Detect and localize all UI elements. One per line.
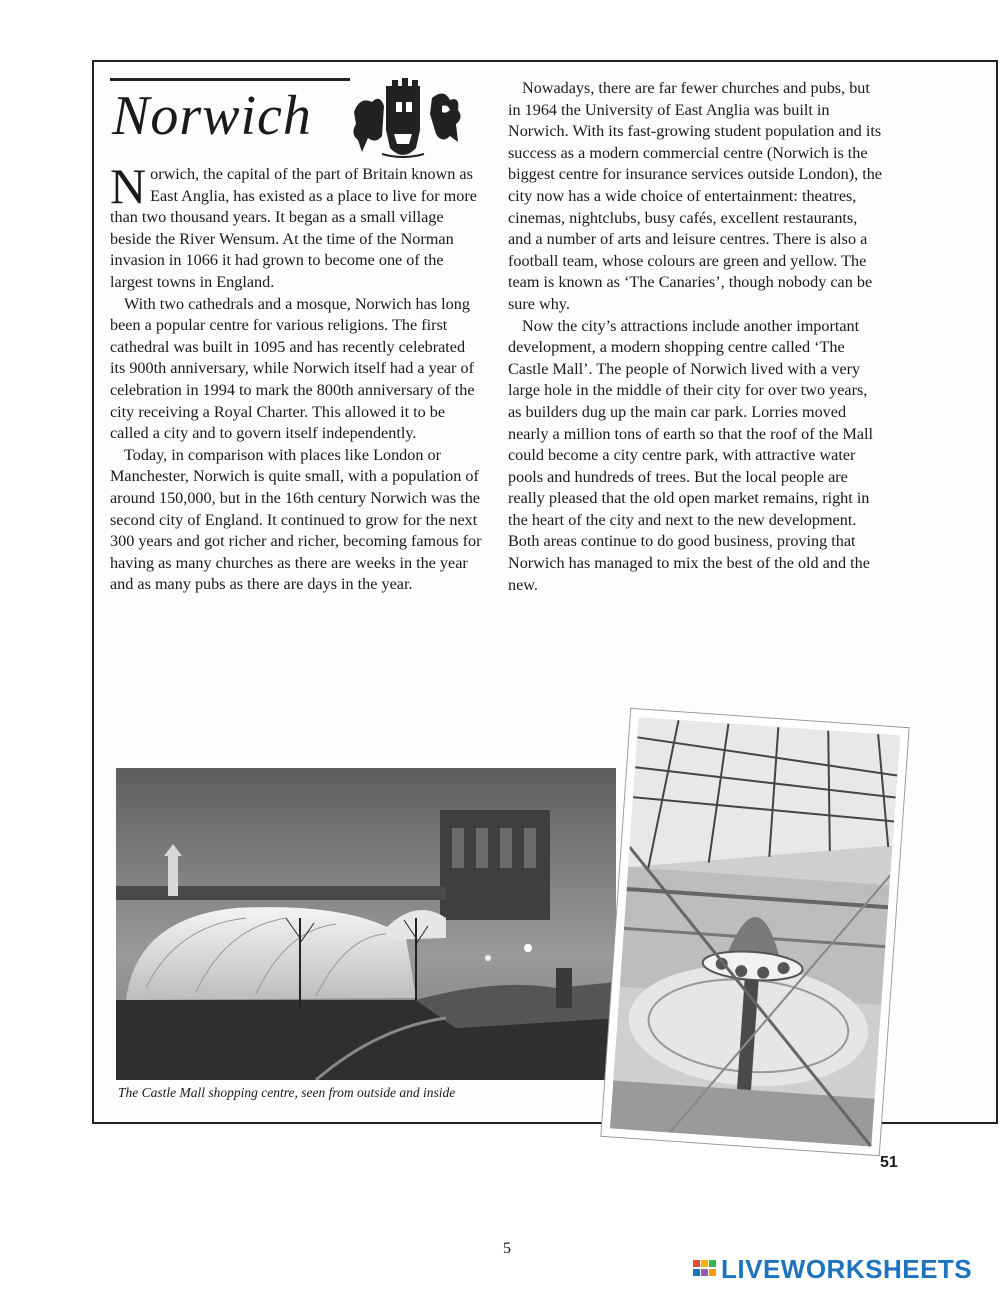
title-rule xyxy=(110,78,350,81)
castle-mall-outside-photo xyxy=(116,768,616,1080)
paragraph-5: Now the city’s attractions include another important development, a modern shopping centre called ‘The Castle Mall’. The people of Norwich lived with a very large hole in the middle of their city for over two years, as builders dug up the main car park. Lorries moved nearly a million tons of earth so that the roof of the Mall could become a city centre park, with attractive water pools and hundreds of trees. But the local people are really pleased that the old open market remains, right in the heart of the city and next to the new development. Both areas continue to do good business, proving that Norwich has managed to mix the best of the old and the new. xyxy=(508,316,874,594)
liveworksheets-brand xyxy=(693,1254,972,1285)
left-column xyxy=(110,158,482,596)
paragraph-3: Today, in comparison with places like London or Manchester, Norwich is quite small, with a population of around 150,000, but in the 16th century Norwich was the second city of England. It continued to grow for the next 300 years and got richer and richer, becoming famous for having as many churches as there are weeks in the year and as many pubs as there are days in the year. xyxy=(110,445,482,594)
paragraph-2: With two cathedrals and a mosque, Norwich has long been a popular centre for various religions. The first cathedral was built in 1095 and has recently celebrated its 900th anniversary, while Norwich itself had a year of celebration in 1994 to mark the 800th anniversary of the city receiving a Royal Charter. This allowed it to be called a city and to govern itself independently. xyxy=(110,294,475,443)
paragraph-4: Nowadays, there are far fewer churches and pubs, but in 1964 the University of East Anglia was built in Norwich. With its fast-growing student population and its success as a modern commercial centre (Norwich is the biggest centre for insurance services outside London), the city now has a wide choice of entertainment: theatres, cinemas, nightclubs, busy cafés, excellent restaurants, and a number of arts and leisure centres. There is also a football team, whose colours are green and yellow. The team is known as ‘The Canaries’, though nobody can be sure why. xyxy=(508,79,882,313)
drop-cap: N xyxy=(110,158,147,214)
right-column xyxy=(508,78,883,596)
castle-mall-inside-photo xyxy=(601,709,908,1155)
photo-caption: The Castle Mall shopping centre, seen from outside and inside xyxy=(118,1085,456,1100)
brand-name: LIVEWORKSHEETS xyxy=(721,1254,973,1284)
book-page-number: 51 xyxy=(880,1154,898,1171)
footer-page-number: 5 xyxy=(503,1240,511,1257)
article-title: Norwich xyxy=(112,85,312,147)
liveworksheets-logo-icon xyxy=(693,1258,717,1282)
paragraph-1 xyxy=(110,158,482,294)
paragraph-1-text: orwich, the capital of the part of Britain known as East Anglia, has existed as a place to live for more than two thousand years. It began as a small village beside the River Wensum. At the time of the Norman invasion in 1066 it had grown to become one of the largest towns in England. xyxy=(110,165,477,291)
inside-scene-image xyxy=(610,717,900,1146)
outside-scene-image xyxy=(116,768,616,1080)
norwich-coat-of-arms-icon xyxy=(346,78,470,162)
